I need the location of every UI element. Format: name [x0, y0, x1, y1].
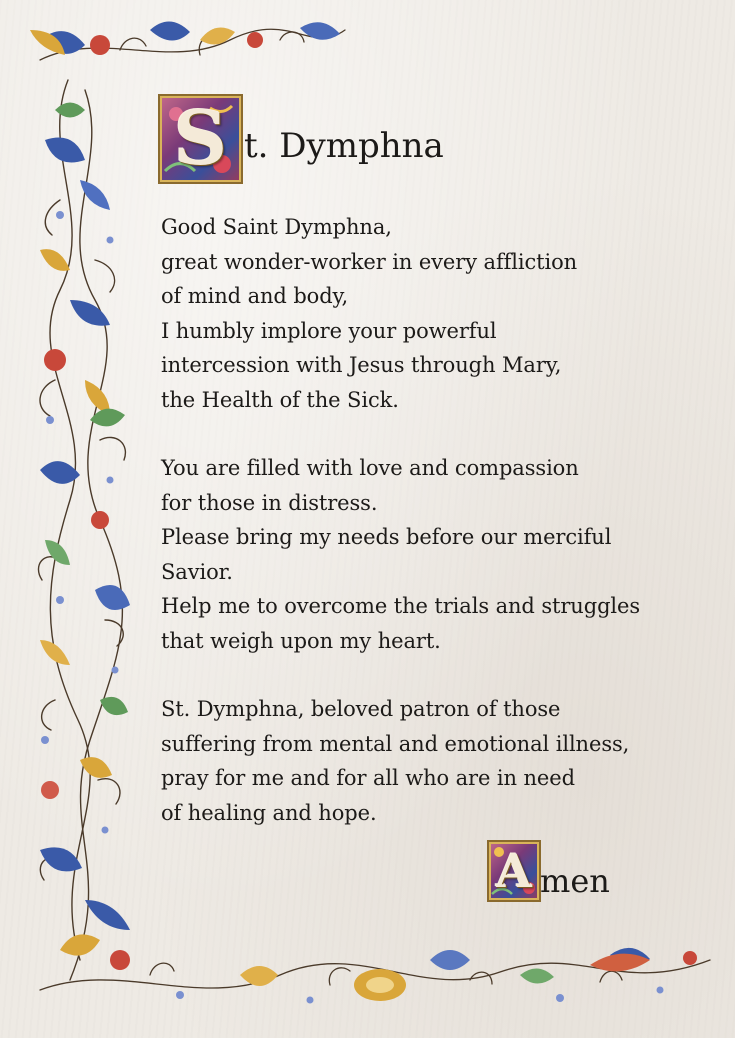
- prayer-text: [161, 210, 691, 830]
- initial-letter: S: [173, 96, 228, 182]
- left-border-vines: [38, 80, 125, 980]
- prayer-line: intercession with Jesus through Mary,: [161, 353, 562, 377]
- prayer-line: the Health of the Sick.: [161, 387, 399, 412]
- prayer-line: Help me to overcome the trials and struggles: [161, 594, 641, 618]
- page-title: t. Dymphna: [244, 126, 444, 166]
- closing-word: men: [540, 862, 610, 900]
- prayer-line: Good Saint Dymphna,: [161, 215, 392, 239]
- stanza-break: [161, 658, 691, 692]
- prayer-line: You are filled with love and compassion: [161, 456, 579, 480]
- prayer-line: great wonder-worker in every affliction: [161, 249, 578, 274]
- stanza-break: [161, 417, 691, 451]
- illuminated-initial-a: [487, 840, 541, 902]
- prayer-line: of mind and body,: [161, 284, 349, 308]
- prayer-line: Savior.: [161, 559, 233, 584]
- prayer-line: suffering from mental and emotional illness,: [161, 731, 630, 756]
- prayer-line: pray for me and for all who are in need: [161, 766, 575, 790]
- top-border-vines: [40, 29, 345, 60]
- prayer-line: I humbly implore your powerful: [161, 318, 497, 343]
- prayer-line: for those in distress.: [161, 490, 378, 515]
- initial-letter: A: [496, 844, 532, 898]
- illuminated-initial-s: [158, 94, 243, 184]
- prayer-line: of healing and hope.: [161, 800, 377, 825]
- prayer-line: St. Dymphna, beloved patron of those: [161, 697, 561, 721]
- prayer-line: Please bring my needs before our merciful: [161, 525, 612, 549]
- prayer-line: that weigh upon my heart.: [161, 628, 441, 653]
